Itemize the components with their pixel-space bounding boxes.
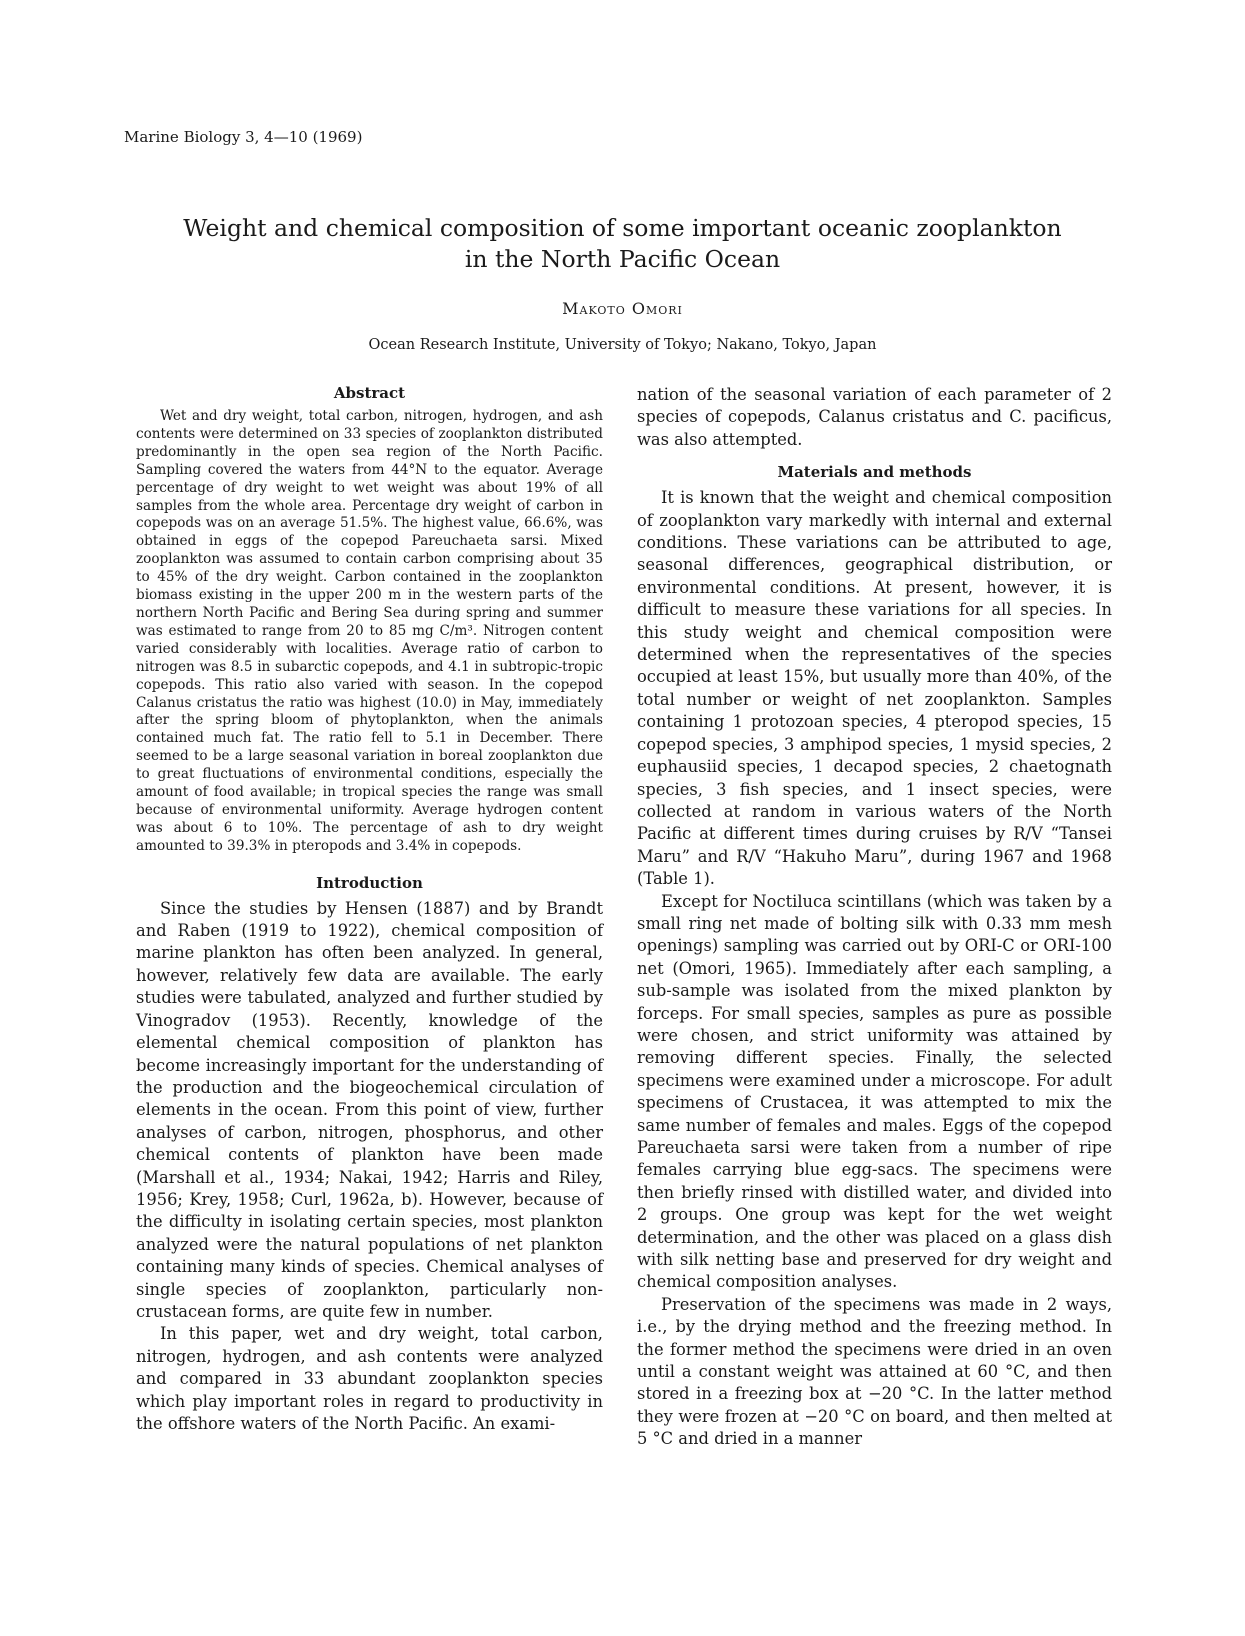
abstract-heading: Abstract	[333, 384, 406, 402]
author-name: Makoto Omori	[562, 299, 683, 318]
methods-paragraph-3: Preservation of the specimens was made in 2 ways, i.e., by the drying method and the freezing method. In the former method the specimens were dried in an oven until a constant weight was attained at 60 °C, and then stored in a freezing box at −20 °C. In the latter method they were frozen at −20 °C on board, and then melted at 5 °C and dried in a manner	[637, 1294, 1112, 1449]
methods-paragraph-1: It is known that the weight and chemical composition of zooplankton vary markedly with internal and external conditions. These variations can be attributed to age, seasonal differences, geographical distribution, or environmental conditions. At present, however, it is difficult to measure these variations for all species. In this study weight and chemical composition were determined when the representatives of the species occupied at least 15%, but usually more than 40%, of the total number or weight of net zooplankton. Samples containing 1 protozoan species, 4 pteropod species, 15 copepod species, 3 amphipod species, 1 mysid species, 2 euphausiid species, 1 decapod species, 2 chaetognath species, 3 fish species, and 1 insect species, were collected at random in various waters of the North Pacific at different times during cruises by R/V “Tansei Maru” and R/V “Hakuho Maru”, during 1967 and 1968 (Table 1).	[637, 488, 1112, 889]
journal-reference: Marine Biology 3, 4—10 (1969)	[124, 128, 363, 146]
materials-methods-heading: Materials and methods	[777, 463, 972, 482]
introduction-heading: Introduction	[316, 873, 423, 892]
right-column	[637, 384, 1112, 1451]
introduction-paragraph-2: In this paper, wet and dry weight, total carbon, nitrogen, hydrogen, and ash contents were analyzed and compared in 33 abundant zooplankton species which play important roles in regard to productivity in the offshore waters of the North Pacific. An exami-	[136, 1324, 603, 1433]
title-line-2: in the North Pacific Ocean	[464, 245, 781, 273]
introduction-paragraph-1: Since the studies by Hensen (1887) and by Brandt and Raben (1919 to 1922), chemical composition of marine plankton has often been analyzed. In general, however, relatively few data are available. The early studies were tabulated, analyzed and further studied by Vinogradov (1953). Recently, knowledge of the elemental chemical composition of plankton has become increasingly important for the understanding of the production and the biogeochemical circulation of elements in the ocean. From this point of view, further analyses of carbon, nitrogen, phosphorus, and other chemical contents of plankton have been made (Marshall et al., 1934; Nakai, 1942; Harris and Riley, 1956; Krey, 1958; Curl, 1962a, b). However, because of the difficulty in isolating certain species, most plankton analyzed were the natural populations of net plankton containing many kinds of species. Chemical analyses of single species of zooplankton, particularly non-crustacean forms, are quite few in number.	[136, 898, 603, 1321]
paper-title	[0, 213, 1245, 275]
left-column	[136, 384, 603, 1435]
introduction-continuation: nation of the seasonal variation of each parameter of 2 species of copepods, Calanus cristatus and C. pacificus, was also attempted.	[637, 385, 1112, 449]
abstract-text: Wet and dry weight, total carbon, nitrogen, hydrogen, and ash contents were determined on 33 species of zooplankton distributed predominantly in the open sea region of the North Pacific. Sampling covered the waters from 44°N to the equator. Average percentage of dry weight to wet weight was about 19% of all samples from the whole area. Percentage dry weight of carbon in copepods was on an average 51.5%. The highest value, 66.6%, was obtained in eggs of the copepod Pareuchaeta sarsi. Mixed zooplankton was assumed to contain carbon comprising about 35 to 45% of the dry weight. Carbon contained in the zooplankton biomass existing in the upper 200 m in the western parts of the northern North Pacific and Bering Sea during spring and summer was estimated to range from 20 to 85 mg C/m³. Nitrogen content varied considerably with localities. Average ratio of carbon to nitrogen was 8.5 in subarctic copepods, and 4.1 in subtropic-tropic copepods. This ratio also varied with season. In the copepod Calanus cristatus the ratio was highest (10.0) in May, immediately after the spring bloom of phytoplankton, when the animals contained much fat. The ratio fell to 5.1 in December. There seemed to be a large seasonal variation in boreal zooplankton due to great fluctuations of environmental conditions, especially the amount of food available; in tropical species the range was small because of environmental uniformity. Average hydrogen content was about 6 to 10%. The percentage of ash to dry weight amounted to 39.3% in pteropods and 3.4% in copepods.	[136, 408, 603, 854]
methods-paragraph-2: Except for Noctiluca scintillans (which was taken by a small ring net made of bolting silk with 0.33 mm mesh openings) sampling was carried out by ORI-C or ORI-100 net (Omori, 1965). Immediately after each sampling, a sub-sample was isolated from the mixed plankton by forceps. For small species, samples as pure as possible were chosen, and strict uniformity was attained by removing different species. Finally, the selected specimens were examined under a microscope. For adult specimens of Crustacea, it was attempted to mix the same number of females and males. Eggs of the copepod Pareuchaeta sarsi were taken from a number of ripe females carrying blue egg-sacs. The specimens were then briefly rinsed with distilled water, and divided into 2 groups. One group was kept for the wet weight determination, and the other was placed on a glass dish with silk netting base and preserved for dry weight and chemical composition analyses.	[637, 891, 1112, 1292]
title-line-1: Weight and chemical composition of some important oceanic zooplankton	[183, 214, 1062, 242]
affiliation: Ocean Research Institute, University of Tokyo; Nakano, Tokyo, Japan	[368, 337, 877, 353]
